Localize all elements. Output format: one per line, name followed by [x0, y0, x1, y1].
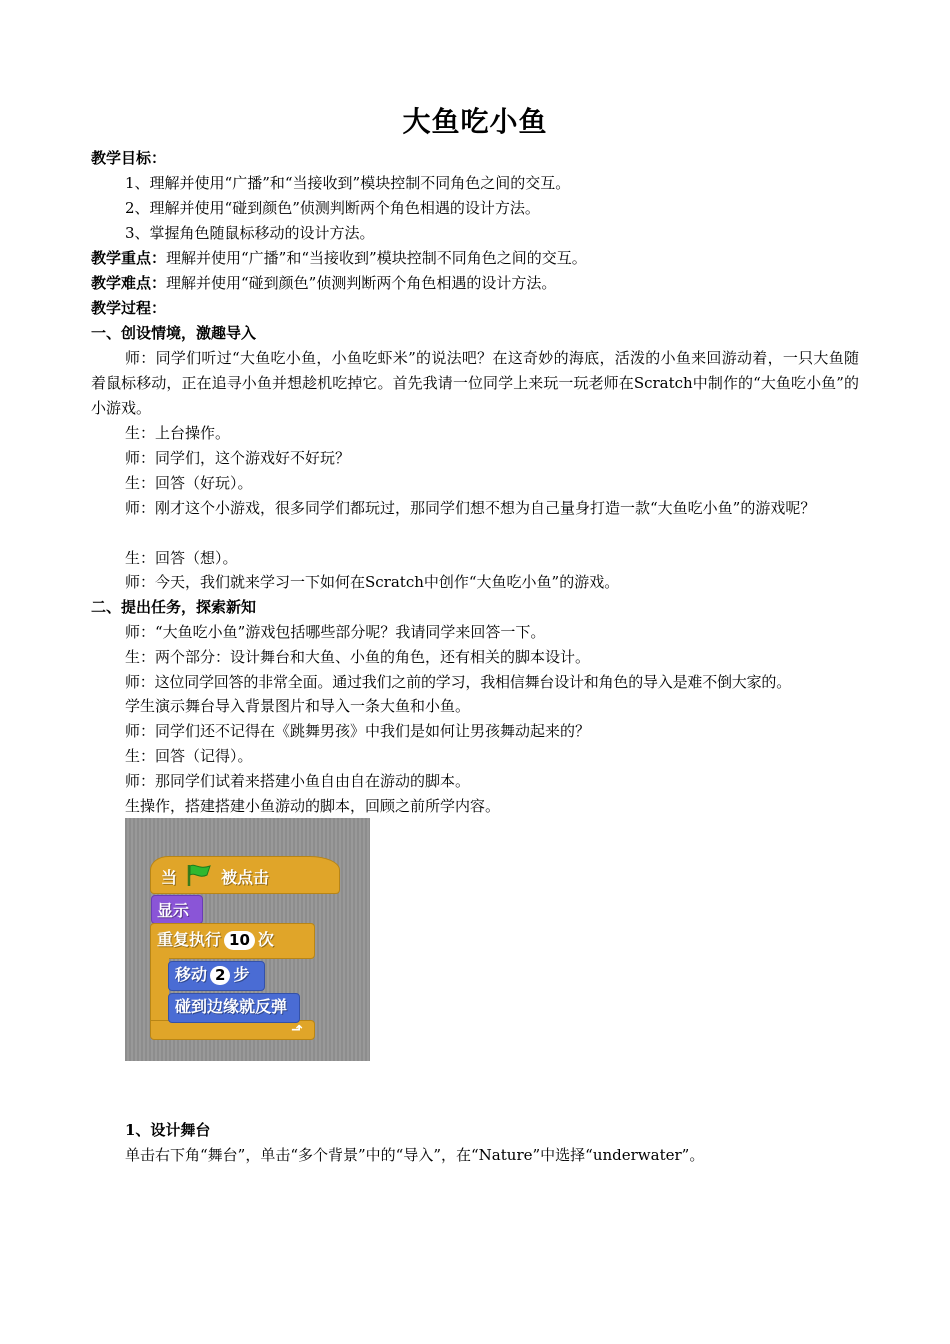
keypoint-line [91, 246, 587, 271]
section2-line-1: 师：“大鱼吃小鱼”游戏包括哪些部分呢？我请同学来回答一下。 [125, 623, 546, 641]
section2-line-5: 师：同学们还不记得在《跳舞男孩》中我们是如何让男孩舞动起来的？ [125, 722, 591, 740]
show-label: 显示 [157, 901, 190, 920]
hat-prefix: 当 [161, 868, 178, 887]
hat-suffix: 被点击 [221, 868, 270, 887]
difficulty-text: 理解并使用“碰到颜色”侦测判断两个角色相遇的设计方法。 [166, 274, 557, 292]
section2-line-6: 生：回答（记得）。 [125, 747, 253, 765]
move-prefix: 移动 [175, 965, 208, 984]
repeat-prefix: 重复执行 [157, 930, 222, 949]
section1-paragraph-2: 师：刚才这个小游戏，很多同学们都玩过，那同学们想不想为自己量身打造一款“大鱼吃小鱼”的游戏呢？ [125, 499, 816, 517]
section2-line-2: 生：两个部分：设计舞台和大鱼、小鱼的角色，还有相关的脚本设计。 [125, 648, 591, 666]
loop-return-icon: ⬏ [291, 1022, 303, 1038]
section2-line-3: 师：这位同学回答的非常全面。通过我们之前的学习，我相信舞台设计和角色的导入是难不倒大家的。 [125, 673, 792, 691]
move-steps: 2 [210, 966, 230, 985]
keypoint-text: 理解并使用“广播”和“当接收到”模块控制不同角色之间的交互。 [166, 249, 587, 267]
section1-paragraph-1: 师：同学们听过“大鱼吃小鱼，小鱼吃虾米”的说法吧？在这奇妙的海底，活泼的小鱼来回游动着，一只大鱼随着鼠标移动，正在追寻小鱼并想趁机吃掉它。首先我请一位同学上来玩一玩老师在Scratch中制作的“大鱼吃小鱼”的小游戏。 [91, 349, 859, 417]
section1-line-5: 师：今天，我们就来学习一下如何在Scratch中创作“大鱼吃小鱼”的游戏。 [125, 573, 620, 591]
objective-item-1: 1、理解并使用“广播”和“当接收到”模块控制不同角色之间的交互。 [125, 174, 571, 192]
repeat-block-arm [150, 953, 169, 1025]
objective-item-3: 3、掌握角色随鼠标移动的设计方法。 [125, 224, 375, 242]
difficulty-line [91, 271, 556, 296]
section1-line-4: 生：回答（想）。 [125, 549, 238, 567]
difficulty-label: 教学难点： [91, 274, 167, 292]
subsection1-text: 单击右下角“舞台”，单击“多个背景”中的“导入”，在“Nature”中选择“underwater”。 [125, 1146, 705, 1164]
section2-line-8: 生操作，搭建搭建小鱼游动的脚本，回顾之前所学内容。 [125, 797, 501, 815]
move-suffix: 步 [233, 965, 250, 984]
scratch-script-image [125, 818, 370, 1061]
section1-line-1: 生：上台操作。 [125, 424, 231, 442]
green-flag-icon [185, 863, 213, 887]
section2-heading: 二、提出任务，探索新知 [91, 598, 257, 616]
objectives-label: 教学目标： [91, 149, 167, 167]
document-title: 大鱼吃小鱼 [402, 105, 548, 138]
keypoint-label: 教学重点： [91, 249, 167, 267]
bounce-label: 碰到边缘就反弹 [175, 997, 288, 1016]
section2-line-7: 师：那同学们试着来搭建小鱼自由自在游动的脚本。 [125, 772, 471, 790]
process-label: 教学过程： [91, 299, 167, 317]
repeat-suffix: 次 [257, 930, 274, 949]
objective-item-2: 2、理解并使用“碰到颜色”侦测判断两个角色相遇的设计方法。 [125, 199, 540, 217]
repeat-label [157, 930, 274, 950]
move-label [175, 965, 249, 985]
repeat-count: 10 [224, 931, 255, 950]
section1-line-2: 师：同学们，这个游戏好不好玩？ [125, 449, 351, 467]
section2-line-4: 学生演示舞台导入背景图片和导入一条大鱼和小鱼。 [125, 697, 471, 715]
subsection1-heading: 1、设计舞台 [125, 1121, 211, 1139]
section1-line-3: 生：回答（好玩）。 [125, 474, 253, 492]
section1-heading: 一、创设情境，激趣导入 [91, 324, 257, 342]
